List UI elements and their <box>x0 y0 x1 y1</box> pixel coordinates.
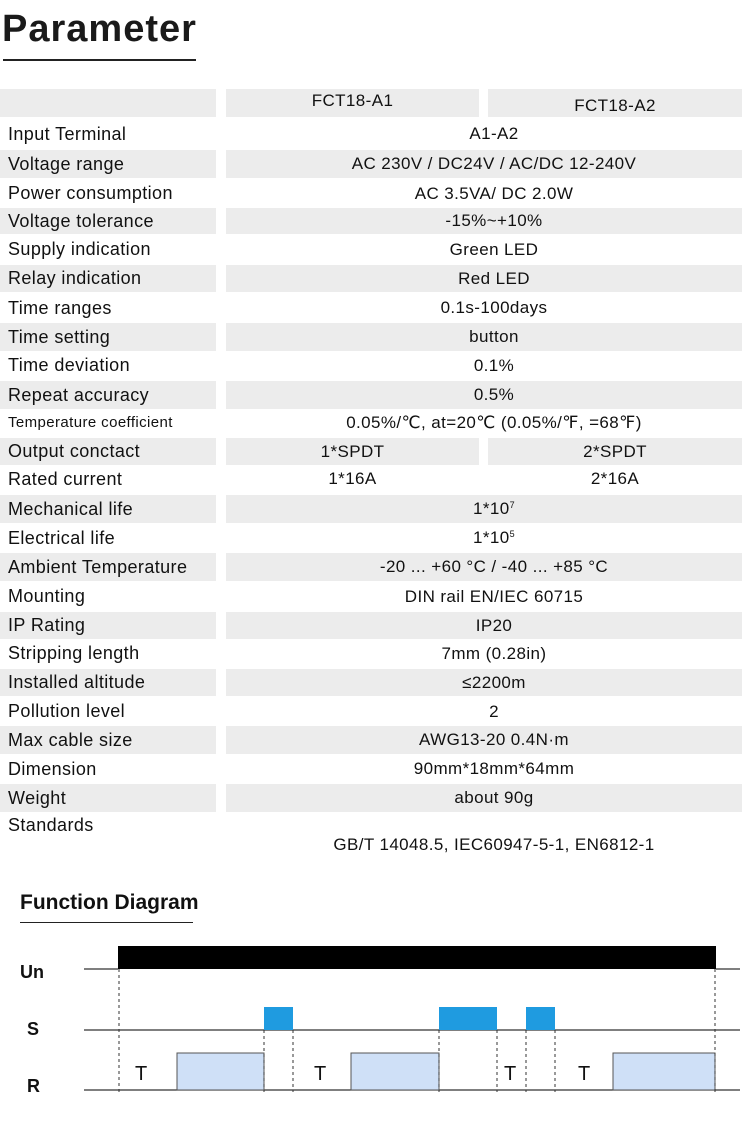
param-value: 90mm*18mm*64mm <box>413 759 575 778</box>
param-value: ≤2200m <box>462 672 526 692</box>
param-value: 0.1s-100days <box>440 298 548 317</box>
function-diagram <box>0 930 750 1144</box>
param-label: Pollution level <box>8 701 126 721</box>
s-pulse <box>264 1007 293 1030</box>
param-value-a2: 2*SPDT <box>583 441 647 461</box>
title-underline <box>3 59 196 61</box>
param-label: Temperature coefficient <box>8 414 173 431</box>
param-value-a2: 2*16A <box>590 469 640 488</box>
param-label: Dimension <box>8 758 97 779</box>
param-label: Electrical life <box>8 527 116 548</box>
param-label: Relay indication <box>8 268 142 288</box>
param-label: Stripping length <box>8 643 140 663</box>
function-diagram-underline <box>20 922 193 923</box>
table-row <box>0 640 750 667</box>
param-value: IP20 <box>475 615 513 635</box>
function-diagram-title: Function Diagram <box>20 891 199 914</box>
s-pulse <box>526 1007 555 1030</box>
param-value-text: 1*10 <box>473 499 510 518</box>
table-row <box>0 669 750 696</box>
table-header <box>0 89 750 117</box>
param-label: Voltage range <box>8 153 125 174</box>
table-row <box>0 612 750 639</box>
param-label: Power consumption <box>8 183 173 203</box>
table-row <box>0 180 750 207</box>
param-value-a1: 1*SPDT <box>320 441 385 461</box>
param-label: Mechanical life <box>8 498 134 519</box>
param-label: Mounting <box>8 586 86 606</box>
table-row <box>0 583 750 610</box>
param-value: AWG13-20 0.4N·m <box>419 730 569 749</box>
param-label: Ambient Temperature <box>8 556 188 577</box>
table-row <box>0 121 750 147</box>
table-row <box>0 352 750 379</box>
signal-label-un: Un <box>20 962 44 982</box>
param-label: Output conctact <box>8 441 141 461</box>
table-row <box>0 698 750 725</box>
param-value-exponent: 5 <box>509 529 515 539</box>
signal-label-s: S <box>27 1019 40 1039</box>
table-row <box>0 815 750 855</box>
param-value <box>226 495 750 523</box>
param-label: Rated current <box>8 468 123 489</box>
param-value: about 90g <box>454 788 534 807</box>
table-row <box>0 756 750 782</box>
table-row <box>0 784 750 812</box>
time-label: T <box>314 1063 327 1085</box>
param-value: -15%~+10% <box>445 211 543 230</box>
param-label: Time ranges <box>8 297 112 318</box>
param-value: Red LED <box>458 268 530 288</box>
time-label: T <box>504 1063 517 1085</box>
param-label: Repeat accuracy <box>8 384 150 405</box>
r-on-state <box>613 1053 715 1090</box>
table-row <box>0 265 750 292</box>
param-label: Voltage tolerance <box>8 210 154 231</box>
param-label: Time setting <box>8 326 111 347</box>
param-label: IP Rating <box>8 615 86 635</box>
param-value: button <box>469 327 519 346</box>
param-value: 7mm (0.28in) <box>441 643 547 663</box>
r-on-state <box>177 1053 264 1090</box>
param-value-text: 1*10 <box>473 528 510 547</box>
header-label-cell <box>0 89 216 117</box>
table-row <box>0 726 750 754</box>
param-value: 0.5% <box>473 385 515 404</box>
signal-label-r: R <box>27 1076 40 1096</box>
r-on-state <box>351 1053 439 1090</box>
table-row <box>0 150 750 178</box>
param-value: Green LED <box>449 239 539 259</box>
param-label: Weight <box>8 787 67 808</box>
table-row <box>0 466 750 492</box>
param-value: DIN rail EN/IEC 60715 <box>404 586 584 606</box>
param-label: Supply indication <box>8 239 151 259</box>
param-label: Time deviation <box>8 355 130 375</box>
table-row <box>0 410 750 435</box>
param-value-a1: 1*16A <box>328 469 377 488</box>
model-name-a1: FCT18-A1 <box>311 91 394 110</box>
param-value: AC 3.5VA/ DC 2.0W <box>414 183 574 203</box>
param-value: -20 ... +60 °C / -40 ... +85 °C <box>379 557 609 576</box>
table-row <box>0 438 750 465</box>
table-row <box>0 553 750 581</box>
un-high-level <box>118 946 716 969</box>
table-row <box>0 381 750 409</box>
param-value: A1-A2 <box>469 124 519 143</box>
table-row <box>0 294 750 322</box>
param-value-exponent: 7 <box>509 500 515 510</box>
param-label: Standards <box>8 815 94 835</box>
time-label: T <box>135 1063 148 1085</box>
table-row <box>0 236 750 263</box>
param-value: 0.05%/℃, at=20℃ (0.05%/℉, =68℉) <box>346 412 642 432</box>
param-label: Max cable size <box>8 729 133 750</box>
page-title: Parameter <box>2 8 197 50</box>
param-value: AC 230V / DC24V / AC/DC 12-240V <box>351 154 637 173</box>
table-row <box>0 524 750 552</box>
table-row <box>0 323 750 351</box>
time-label: T <box>578 1063 591 1085</box>
table-row <box>0 208 750 234</box>
model-name-a2: FCT18-A2 <box>574 96 656 115</box>
param-value: GB/T 14048.5, IEC60947-5-1, EN6812-1 <box>333 835 655 854</box>
param-label: Input Terminal <box>8 123 127 144</box>
s-pulse <box>439 1007 497 1030</box>
param-value <box>226 524 750 552</box>
param-value: 2 <box>489 701 499 721</box>
param-label: Installed altitude <box>8 672 146 692</box>
param-value: 0.1% <box>473 355 515 375</box>
table-row <box>0 495 750 523</box>
